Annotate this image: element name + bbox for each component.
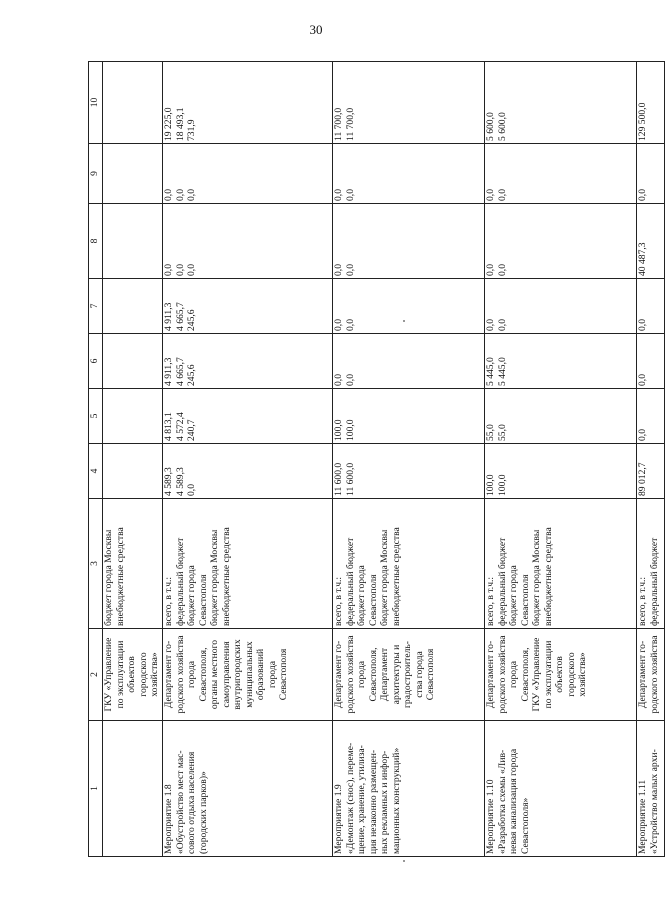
- amount-value: 0,0: [496, 189, 508, 201]
- executor-cell-line: образований: [255, 648, 266, 701]
- executor-cell-line: объектов: [554, 656, 565, 693]
- amount-cell: [485, 334, 637, 389]
- amount-value: 19 225,0: [163, 107, 174, 141]
- measure-cell-line: Мероприятие 1.11: [637, 779, 648, 854]
- measure-cell-line: ция незаконно размещен-: [367, 749, 379, 854]
- amount-cell: [103, 444, 163, 499]
- amount-value: 55,0: [485, 424, 496, 441]
- amount-cell: [333, 444, 485, 499]
- executor-cell-line: Севастополя,: [367, 647, 379, 702]
- amount-value: 100,0: [485, 474, 496, 496]
- measure-cell-line: «Устройство малых архи-: [648, 749, 660, 854]
- amount-cell: [163, 389, 333, 444]
- measure-cell: [637, 721, 665, 857]
- executor-cell-line: Севастополя,: [197, 647, 209, 702]
- measure-cell-line: мационных конструкций»: [390, 747, 402, 854]
- amount-value: 0,0: [637, 189, 648, 201]
- funding-source-cell: [637, 499, 665, 629]
- amount-value: 11 700,0: [344, 107, 356, 141]
- executor-cell-line: ГКУ «Управление: [531, 637, 542, 712]
- amount-value: 100,0: [344, 419, 356, 441]
- executor-cell-line: органы местного: [209, 639, 220, 710]
- funding-source-cell-line: федеральный бюджет: [496, 537, 508, 626]
- amount-value: 0,0: [344, 189, 356, 201]
- amount-value: 0,0: [496, 264, 508, 276]
- rotated-table-container: [88, 62, 660, 857]
- column-number-row: [89, 62, 103, 857]
- executor-cell-line: Департамент го-: [485, 640, 496, 709]
- amount-cell: [103, 334, 163, 389]
- amount-cell: [333, 204, 485, 279]
- executor-cell-line: самоуправления: [220, 641, 232, 708]
- amount-value: 0,0: [485, 264, 496, 276]
- measure-cell-line: «Демонтаж (снос), переме-: [344, 742, 356, 854]
- funding-source-cell-line: бюджет города Москвы: [531, 529, 542, 626]
- executor-cell-line: муниципальных: [243, 641, 255, 708]
- executor-cell-line: городского: [565, 652, 577, 697]
- amount-value: 0,0: [344, 264, 356, 276]
- amount-cell: [637, 444, 665, 499]
- funding-source-cell-line: внебюджетные средства: [542, 527, 554, 626]
- funding-source-cell-line: бюджет города: [356, 565, 367, 626]
- measure-cell-line: «Обустройство мест мас-: [174, 750, 186, 854]
- measure-cell: [103, 721, 163, 857]
- budget-table: [88, 61, 665, 857]
- amount-cell: [333, 62, 485, 144]
- amount-value: 731,9: [186, 119, 197, 141]
- funding-source-cell-line: внебюджетные средства: [114, 527, 126, 626]
- amount-value: 4 911,3: [163, 357, 174, 386]
- measure-cell-line: «Разработка схемы «Лив-: [496, 749, 508, 854]
- amount-value: 0,0: [186, 189, 197, 201]
- column-number: 7: [89, 279, 103, 334]
- executor-cell-line: объектов: [126, 656, 137, 693]
- column-number: 4: [89, 444, 103, 499]
- executor-cell-line: родского хозяйства: [174, 635, 186, 714]
- amount-value: 0,0: [333, 189, 344, 201]
- funding-source-cell-line: всего, в т.ч.:: [637, 576, 648, 626]
- amount-value: 4 665,7: [174, 302, 186, 331]
- scan-speck: [403, 860, 405, 862]
- executor-cell-line: Департамент го-: [333, 640, 344, 709]
- table-row: [485, 62, 637, 857]
- executor-cell: [485, 629, 637, 721]
- funding-source-cell-line: федеральный бюджет: [344, 537, 356, 626]
- funding-source-cell-line: бюджет города Москвы: [379, 529, 390, 626]
- amount-cell: [163, 204, 333, 279]
- amount-cell: [333, 334, 485, 389]
- amount-value: 11 600,0: [333, 462, 344, 496]
- table-row: [333, 62, 485, 857]
- amount-value: 0,0: [186, 264, 197, 276]
- amount-value: 0,0: [174, 189, 186, 201]
- amount-value: 5 445,0: [496, 357, 508, 386]
- amount-value: 0,0: [163, 264, 174, 276]
- funding-source-cell-line: Севастополя: [197, 574, 209, 626]
- executor-cell-line: города: [266, 661, 278, 688]
- amount-cell: [637, 144, 665, 204]
- funding-source-cell-line: бюджет города Москвы: [103, 529, 114, 626]
- page-number: 30: [309, 22, 323, 37]
- amount-value: 245,6: [186, 364, 197, 386]
- amount-cell: [163, 279, 333, 334]
- amount-value: 0,0: [344, 319, 356, 331]
- executor-cell: [163, 629, 333, 721]
- column-number: 9: [89, 144, 103, 204]
- executor-cell-line: внутригородских: [232, 639, 243, 710]
- executor-cell-line: родского хозяйства: [648, 635, 660, 714]
- executor-cell-line: Севастополя: [425, 648, 436, 701]
- table-row: [163, 62, 333, 857]
- measure-cell-line: Мероприятие 1.9: [333, 784, 344, 854]
- executor-cell-line: Департамент го-: [637, 640, 648, 709]
- amount-value: 4 572,4: [174, 412, 186, 441]
- amount-cell: [333, 389, 485, 444]
- executor-cell-line: по эксплуатации: [114, 640, 126, 709]
- funding-source-cell-line: всего, в т.ч.:: [485, 576, 496, 626]
- amount-value: 5 600,0: [485, 112, 496, 141]
- funding-source-cell-line: внебюджетные средства: [390, 527, 402, 626]
- executor-cell-line: Департамент го-: [163, 640, 174, 709]
- executor-cell-line: по эксплуатации: [542, 640, 554, 709]
- measure-cell: [485, 721, 637, 857]
- amount-cell: [163, 62, 333, 144]
- funding-source-cell-line: всего, в т.ч.:: [333, 576, 344, 626]
- executor-cell-line: Департамент: [379, 647, 390, 702]
- funding-source-cell-line: Севастополя: [367, 574, 379, 626]
- amount-cell: [333, 279, 485, 334]
- amount-cell: [103, 389, 163, 444]
- amount-value: 5 600,0: [496, 112, 508, 141]
- amount-cell: [163, 334, 333, 389]
- amount-value: 0,0: [496, 319, 508, 331]
- funding-source-cell: [163, 499, 333, 629]
- table-row: [103, 62, 163, 857]
- executor-cell-line: архитектуры и: [390, 644, 402, 705]
- executor-cell: [333, 629, 485, 721]
- amount-value: 0,0: [333, 374, 344, 386]
- amount-value: 5 445,0: [485, 357, 496, 386]
- amount-cell: [637, 279, 665, 334]
- amount-value: 4 665,7: [174, 357, 186, 386]
- executor-cell-line: города: [186, 661, 197, 688]
- column-number: 3: [89, 499, 103, 629]
- amount-value: 0,0: [186, 484, 197, 496]
- amount-value: 4 813,1: [163, 412, 174, 441]
- funding-source-cell-line: бюджет города: [186, 565, 197, 626]
- executor-cell-line: городского: [137, 652, 149, 697]
- executor-cell-line: Севастополя: [278, 648, 289, 701]
- amount-value: 0,0: [174, 264, 186, 276]
- executor-cell: [637, 629, 665, 721]
- table-row: [637, 62, 665, 857]
- amount-value: 11 600,0: [344, 462, 356, 496]
- measure-cell-line: Мероприятие 1.8: [163, 784, 174, 854]
- amount-cell: [163, 144, 333, 204]
- amount-cell: [163, 444, 333, 499]
- amount-value: 129 500,0: [637, 102, 648, 141]
- column-number: 10: [89, 62, 103, 144]
- amount-cell: [103, 279, 163, 334]
- funding-source-cell: [333, 499, 485, 629]
- executor-cell-line: родского хозяйства: [496, 635, 508, 714]
- amount-cell: [637, 204, 665, 279]
- amount-value: 100,0: [333, 419, 344, 441]
- amount-value: 240,7: [186, 419, 197, 441]
- amount-cell: [103, 204, 163, 279]
- funding-source-cell-line: всего, в т.ч.:: [163, 576, 174, 626]
- measure-cell-line: щение, хранение, утилиза-: [356, 745, 367, 854]
- amount-value: 89 012,7: [637, 462, 648, 496]
- executor-cell-line: Севастополя,: [519, 647, 531, 702]
- funding-source-cell-line: бюджет города: [508, 565, 519, 626]
- column-number: 8: [89, 204, 103, 279]
- amount-value: 245,6: [186, 309, 197, 331]
- amount-value: 0,0: [637, 429, 648, 441]
- funding-source-cell: [485, 499, 637, 629]
- executor-cell-line: градостроитель-: [402, 641, 413, 709]
- amount-cell: [103, 144, 163, 204]
- amount-value: 0,0: [485, 319, 496, 331]
- executor-cell-line: хозяйства»: [577, 652, 588, 697]
- funding-source-cell-line: бюджет города Москвы: [209, 529, 220, 626]
- measure-cell-line: сового отдыха населения: [186, 751, 197, 854]
- measure-cell-line: ных рекламных и инфор-: [379, 750, 390, 854]
- amount-value: 0,0: [333, 319, 344, 331]
- amount-cell: [485, 144, 637, 204]
- amount-cell: [485, 444, 637, 499]
- measure-cell: [333, 721, 485, 857]
- amount-cell: [485, 204, 637, 279]
- column-number: 2: [89, 629, 103, 721]
- executor-cell-line: ства города: [413, 651, 425, 698]
- amount-cell: [103, 62, 163, 144]
- amount-cell: [485, 389, 637, 444]
- amount-value: 100,0: [496, 474, 508, 496]
- amount-value: 0,0: [485, 189, 496, 201]
- amount-cell: [637, 334, 665, 389]
- amount-value: 4 589,3: [163, 467, 174, 496]
- column-number: 1: [89, 721, 103, 857]
- amount-value: 40 487,3: [637, 242, 648, 276]
- amount-value: 55,0: [496, 424, 508, 441]
- amount-cell: [637, 389, 665, 444]
- measure-cell-line: невая канализация города: [508, 748, 519, 854]
- funding-source-cell-line: Севастополя: [519, 574, 531, 626]
- measure-cell-line: Мероприятие 1.10: [485, 779, 496, 854]
- executor-cell-line: города: [356, 661, 367, 688]
- executor-cell-line: хозяйства»: [149, 652, 160, 697]
- amount-value: 0,0: [344, 374, 356, 386]
- amount-value: 0,0: [333, 264, 344, 276]
- funding-source-cell-line: федеральный бюджет: [174, 537, 186, 626]
- executor-cell-line: города: [508, 661, 519, 688]
- executor-cell-line: родского хозяйства: [344, 635, 356, 714]
- measure-cell-line: (городских парков)»: [197, 771, 209, 854]
- amount-value: 0,0: [163, 189, 174, 201]
- amount-value: 0,0: [637, 374, 648, 386]
- amount-cell: [333, 144, 485, 204]
- column-number: 5: [89, 389, 103, 444]
- funding-source-cell: [103, 499, 163, 629]
- amount-cell: [485, 62, 637, 144]
- measure-cell-line: Севастополя»: [519, 797, 531, 854]
- executor-cell-line: ГКУ «Управление: [103, 637, 114, 712]
- amount-value: 11 700,0: [333, 107, 344, 141]
- measure-cell: [163, 721, 333, 857]
- column-number: 6: [89, 334, 103, 389]
- amount-cell: [485, 279, 637, 334]
- amount-cell: [637, 62, 665, 144]
- amount-value: 4 589,3: [174, 467, 186, 496]
- amount-value: 4 911,3: [163, 302, 174, 331]
- funding-source-cell-line: федеральный бюджет: [648, 537, 660, 626]
- funding-source-cell-line: внебюджетные средства: [220, 527, 232, 626]
- executor-cell: [103, 629, 163, 721]
- amount-value: 18 493,1: [174, 107, 186, 141]
- amount-value: 0,0: [637, 319, 648, 331]
